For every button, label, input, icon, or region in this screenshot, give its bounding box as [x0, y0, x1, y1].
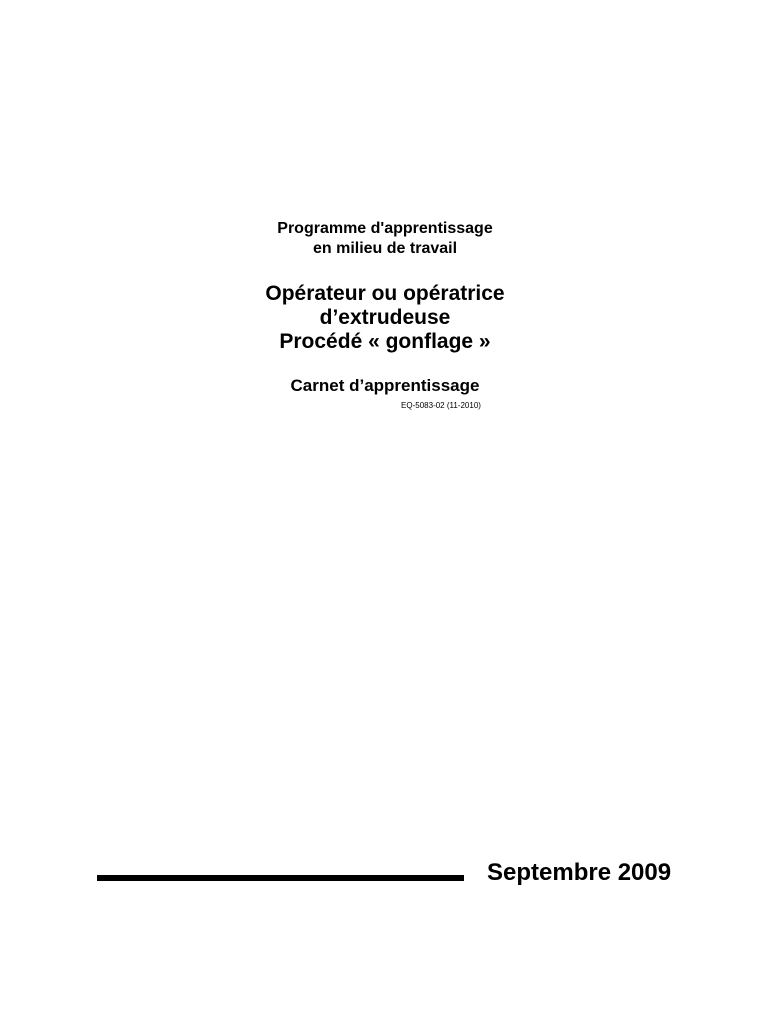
program-heading — [0, 219, 770, 259]
title-line-3: Procédé « gonflage » — [279, 330, 491, 353]
program-line-1: Programme d'apprentissage — [277, 220, 493, 237]
horizontal-rule — [97, 875, 464, 881]
document-date: Septembre 2009 — [487, 859, 672, 886]
program-line-2: en milieu de travail — [312, 240, 458, 257]
document-title — [0, 282, 770, 354]
title-line-2: d’extrudeuse — [319, 306, 451, 329]
title-line-1: Opérateur ou opératrice — [265, 282, 505, 305]
document-code: EQ-5083-02 (11-2010) — [401, 401, 481, 410]
document-subtitle: Carnet d’apprentissage — [290, 376, 480, 395]
